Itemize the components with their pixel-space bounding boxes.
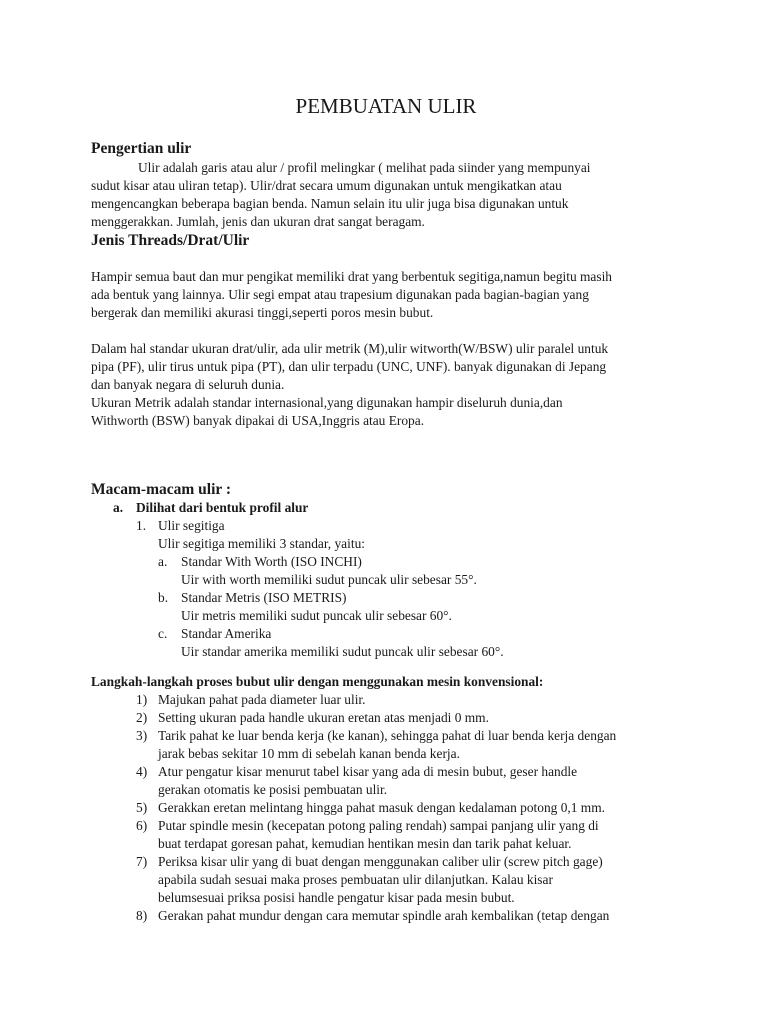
text-line: Withworth (BSW) banyak dipakai di USA,Inggris atau Eropa. [91, 413, 425, 428]
page-title: PEMBUATAN ULIR [295, 94, 477, 118]
heading-macam-macam-ulir: Macam-macam ulir : [91, 481, 232, 498]
list-item-step-cont: apabila sudah sesuai maka proses pembuatan ulir dilanjutkan. Kalau kisar [158, 872, 553, 887]
list-marker: b. [158, 590, 169, 605]
list-marker: 5) [136, 800, 148, 815]
list-marker: 1. [136, 518, 147, 533]
text-line: Ulir adalah garis atau alur / profil melingkar ( melihat pada siinder yang mempunyai [138, 160, 591, 175]
list-item-step: Gerakkan eretan melintang hingga pahat masuk dengan kedalaman potong 0,1 mm. [158, 800, 605, 815]
text-line: Dalam hal standar ukuran drat/ulir, ada ulir metrik (M),ulir witworth(W/BSW) ulir paralel untuk [91, 341, 609, 356]
paragraph-jenis-1 [91, 268, 661, 322]
text-line: Ukuran Metrik adalah standar internasional,yang digunakan hampir diseluruh dunia,dan [91, 395, 563, 410]
list-item-step: Gerakan pahat mundur dengan cara memutar spindle arah kembalikan (tetap dengan [158, 908, 610, 923]
subheading-profil-alur: Dilihat dari bentuk profil alur [136, 500, 309, 515]
text-line: bergerak dan memiliki akurasi tinggi,seperti poros mesin bubut. [91, 305, 434, 320]
heading-langkah-langkah: Langkah-langkah proses bubut ulir dengan menggunakan mesin konvensional: [91, 674, 544, 689]
list-item-step-cont: gerakan otomatis ke posisi pembuatan ulir. [158, 782, 388, 797]
text-line: dan banyak negara di seluruh dunia. [91, 377, 285, 392]
text-line: ada bentuk yang lainnya. Ulir segi empat atau trapesium digunakan pada bagian-bagian yang [91, 287, 589, 302]
list-item-desc: Uir with worth memiliki sudut puncak ulir sebesar 55°. [181, 572, 477, 587]
text-line: Hampir semua baut dan mur pengikat memiliki drat yang berbentuk segitiga,namun begitu masih [91, 269, 612, 284]
list-item-step-cont: belumsesuai priksa posisi handle pengatur kisar pada mesin bubut. [158, 890, 515, 905]
list-marker: c. [158, 626, 168, 641]
list-item-step-cont: jarak bebas sekitar 10 mm di sebelah kanan benda kerja. [158, 746, 460, 761]
heading-jenis-threads: Jenis Threads/Drat/Ulir [91, 232, 250, 249]
text-line: mengencangkan beberapa bagian benda. Namun selain itu ulir juga bisa digunakan untuk [91, 196, 569, 211]
list-marker: 1) [136, 692, 148, 707]
paragraph-pengertian [91, 159, 661, 231]
list-item-step: Majukan pahat pada diameter luar ulir. [158, 692, 366, 707]
list-item-desc: Uir metris memiliki sudut puncak ulir sebesar 60°. [181, 608, 452, 623]
text-line: menggerakkan. Jumlah, jenis dan ukuran drat sangat beragam. [91, 214, 425, 229]
list-item-standard: Standar With Worth (ISO INCHI) [181, 554, 362, 569]
list-item-ulir-segitiga: Ulir segitiga [158, 518, 225, 533]
list-item-standard: Standar Metris (ISO METRIS) [181, 590, 347, 605]
list-marker: a. [158, 554, 168, 569]
list-item-desc: Uir standar amerika memiliki sudut puncak ulir sebesar 60°. [181, 644, 504, 659]
list-marker: 8) [136, 908, 148, 923]
text-line: pipa (PF), ulir tirus untuk pipa (PT), dan ulir terpadu (UNC, UNF). banyak digunakan di Jepang [91, 359, 607, 374]
list-marker: 6) [136, 818, 148, 833]
list-item-step: Setting ukuran pada handle ukuran eretan atas menjadi 0 mm. [158, 710, 489, 725]
text-line: sudut kisar atau uliran tetap). Ulir/drat secara umum digunakan untuk mengikatkan atau [91, 178, 562, 193]
paragraph-jenis-2 [91, 340, 661, 430]
list-item-standard: Standar Amerika [181, 626, 272, 641]
list-item-step: Atur pengatur kisar menurut tabel kisar yang ada di mesin bubut, geser handle [158, 764, 578, 779]
list-item-step: Putar spindle mesin (kecepatan potong paling rendah) sampai panjang ulir yang di [158, 818, 599, 833]
list-marker: 4) [136, 764, 148, 779]
heading-pengertian-ulir: Pengertian ulir [91, 140, 192, 157]
list-marker: a. [113, 500, 124, 515]
list-marker: 3) [136, 728, 148, 743]
list-item-desc: Ulir segitiga memiliki 3 standar, yaitu: [158, 536, 365, 551]
list-marker: 2) [136, 710, 148, 725]
list-marker: 7) [136, 854, 148, 869]
list-item-step: Periksa kisar ulir yang di buat dengan menggunakan caliber ulir (screw pitch gage) [158, 854, 603, 869]
list-item-step-cont: buat terdapat goresan pahat, kemudian hentikan mesin dan tarik pahat keluar. [158, 836, 572, 851]
list-item-step: Tarik pahat ke luar benda kerja (ke kanan), sehingga pahat di luar benda kerja dengan [158, 728, 617, 743]
